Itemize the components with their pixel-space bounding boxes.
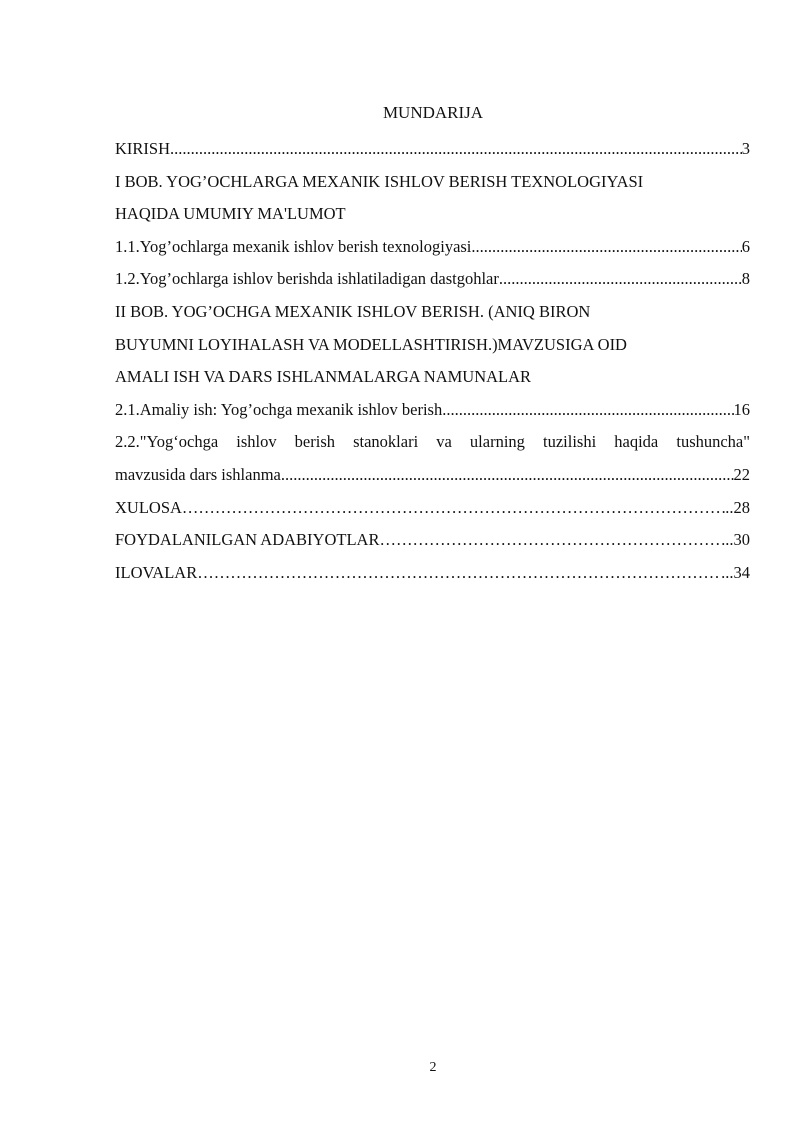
toc-entry-1-2[interactable] [115,263,750,296]
toc-entry-2-1[interactable] [115,394,750,427]
page-title: MUNDARIJA [382,103,484,122]
toc-leader [471,231,741,264]
toc-chapter-1-line-1[interactable]: I BOB. YOG’OCHLARGA MEXANIK ISHLOV BERISH TEXNOLOGIYASI [115,171,644,191]
toc-entry-1-1[interactable] [115,231,750,264]
toc-label: XULOSA [115,497,182,517]
toc-page-number: 3 [741,139,750,158]
toc-label: FOYDALANILGAN ADABIYOTLAR [115,530,380,550]
toc-label: ILOVALAR [115,562,198,582]
toc-entry-ilovalar[interactable] [115,557,750,590]
toc-entry-xulosa[interactable] [115,492,750,525]
toc-leader [182,492,725,525]
toc-leader [499,263,742,296]
toc-chapter-2-line-3[interactable]: AMALI ISH VA DARS ISHLANMALARGA NAMUNALAR [115,367,532,387]
toc-page-number: 16 [733,399,750,419]
toc-label: mavzusida dars ishlanma [115,464,281,484]
toc-leader [379,524,725,557]
toc-entry-kirish[interactable] [115,133,750,166]
toc-page-number: 6 [741,236,750,256]
toc-leader [197,557,721,590]
toc-leader [170,133,742,166]
toc-leader [442,394,733,427]
toc-chapter-2-line-1[interactable]: II BOB. YOG’OCHGA MEXANIK ISHLOV BERISH. (ANIQ BIRON [115,301,591,321]
toc-entry-2-2[interactable] [115,459,750,492]
toc-chapter-2-line-2[interactable]: BUYUMNI LOYIHALASH VA MODELLASHTIRISH.)MAVZUSIGA OID [115,334,627,354]
toc-page-number: ...34 [721,562,750,582]
toc-entry-2-2-line-1[interactable]: 2.2."Yog‘ochga ishlov berish stanoklari va ularning tuzilishi haqida tushuncha" [115,432,750,452]
toc-entry-adabiyotlar[interactable] [115,524,750,557]
toc-label: KIRISH [115,139,171,158]
toc-label: 1.1.Yog’ochlarga mexanik ishlov berish texnologiyasi [115,236,472,256]
toc-page-number: ..30 [725,530,750,550]
page-number: 2 [429,1060,437,1075]
toc-page-number: 22 [733,464,750,484]
toc-page-number: 8 [741,269,750,289]
toc-leader [281,459,734,492]
toc-chapter-1-line-2[interactable]: HAQIDA UMUMIY MA'LUMOT [115,204,346,224]
table-of-contents [115,133,750,589]
toc-label: 1.2.Yog’ochlarga ishlov berishda ishlatiladigan dastgohlar [115,269,499,289]
toc-label: 2.1.Amaliy ish: Yog’ochga mexanik ishlov berish [115,399,443,419]
toc-page-number: ..28 [725,497,750,517]
